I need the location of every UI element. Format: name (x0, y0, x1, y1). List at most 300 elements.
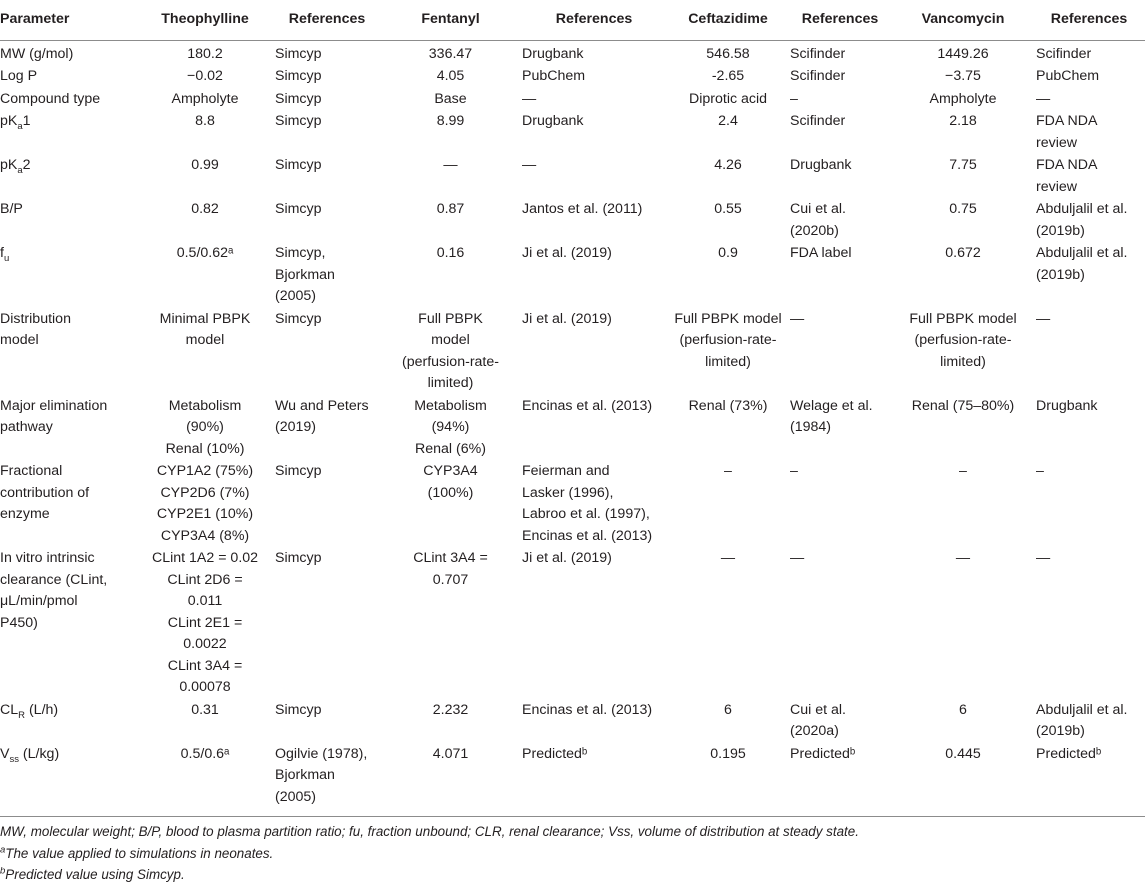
cell-fentanyl (382, 155, 519, 199)
cell-references-vancomycin (1033, 700, 1145, 744)
reference-text: Encinas et al. (2013) (522, 527, 653, 544)
reference-text: Simcyp (275, 157, 322, 173)
table-row (0, 199, 1145, 243)
cell-vancomycin (893, 396, 1033, 462)
reference-text: Simcyp (275, 310, 322, 327)
reference-text: Predictedᵇ (790, 745, 856, 762)
parameter-subscript: a (17, 120, 23, 132)
value-text: CYP2D6 (7%) (160, 484, 250, 501)
cell-references-theophylline (272, 66, 382, 89)
value-text: CLint 2D6 = (167, 571, 243, 588)
value-text: CLint 1A2 = 0.02 (151, 550, 259, 566)
reference-text: review (1036, 134, 1077, 151)
parameter-suffix: (L/kg) (18, 745, 60, 762)
reference-text: Cui et al. (790, 201, 846, 217)
cell-theophylline (138, 199, 272, 243)
parameter-cell (0, 40, 138, 66)
reference-text: (2005) (275, 788, 317, 805)
value-text: (perfusion-rate- (679, 332, 777, 348)
value-text: 2.4 (718, 113, 738, 129)
cell-fentanyl (382, 66, 519, 89)
cell-ceftazidime (669, 40, 787, 66)
cell-references-fentanyl (519, 243, 669, 309)
cell-references-ceftazidime (787, 309, 893, 396)
cell-theophylline (138, 89, 272, 112)
cell-references-ceftazidime (787, 40, 893, 66)
header-references-vancomycin: References (1033, 0, 1145, 40)
reference-text: Predictedᵇ (1036, 745, 1102, 762)
value-text: 4.05 (436, 68, 465, 84)
cell-fentanyl (382, 111, 519, 155)
table-row (0, 243, 1145, 309)
value-text: limited) (427, 375, 474, 391)
cell-references-theophylline (272, 548, 382, 700)
reference-text: Cui et al. (790, 701, 846, 718)
header-theophylline: Theophylline (138, 0, 272, 40)
cell-ceftazidime (669, 89, 787, 112)
table-footnotes (0, 821, 1145, 886)
cell-ceftazidime (669, 548, 787, 700)
parameter-cell (0, 461, 138, 548)
parameter-subscript: R (18, 709, 26, 721)
table-row (0, 309, 1145, 396)
value-text: 0.195 (710, 745, 746, 762)
cell-references-vancomycin (1033, 548, 1145, 700)
cell-fentanyl (382, 199, 519, 243)
reference-text: Drugbank (522, 113, 584, 129)
reference-text: Predictedᵇ (522, 745, 588, 762)
value-text: 8.8 (195, 113, 215, 129)
cell-theophylline (138, 396, 272, 462)
cell-references-theophylline (272, 700, 382, 744)
cell-ceftazidime (669, 111, 787, 155)
value-text: 2.232 (432, 701, 469, 718)
cell-vancomycin (893, 40, 1033, 66)
value-text: Diprotic acid (688, 90, 768, 107)
value-text: 0.5/0.6ᵃ (180, 745, 230, 762)
reference-text: (2020b) (790, 222, 839, 239)
cell-theophylline (138, 700, 272, 744)
cell-references-theophylline (272, 309, 382, 396)
reference-text: Drugbank (790, 157, 852, 173)
reference-text: Abduljalil et al. (1036, 245, 1128, 261)
reference-text: Encinas et al. (2013) (522, 701, 653, 718)
value-text: 0.82 (191, 201, 219, 217)
value-text: — (443, 157, 458, 173)
value-text: CYP3A4 (423, 463, 478, 479)
value-text: (100%) (427, 484, 474, 501)
cell-theophylline (138, 111, 272, 155)
value-text: (perfusion-rate- (402, 353, 499, 370)
reference-text: Wu and Peters (275, 397, 369, 414)
value-text: Renal (73%) (688, 397, 768, 414)
cell-vancomycin (893, 66, 1033, 89)
cell-references-vancomycin (1033, 40, 1145, 66)
parameter-label: enzyme (0, 506, 50, 522)
reference-text: – (790, 90, 798, 107)
value-text: – (959, 463, 967, 479)
parameter-subscript: u (3, 252, 10, 264)
parameter-label: f (0, 245, 4, 261)
value-text: Full PBPK model (674, 310, 782, 327)
value-text: 7.75 (949, 157, 977, 173)
parameter-cell (0, 155, 138, 199)
value-text: 0.55 (714, 201, 742, 217)
cell-references-fentanyl (519, 309, 669, 396)
cell-references-ceftazidime (787, 396, 893, 462)
cell-references-fentanyl (519, 700, 669, 744)
value-text: 0.16 (436, 245, 465, 261)
reference-text: (2019b) (1036, 266, 1085, 283)
parameter-label: P450) (0, 614, 38, 631)
cell-vancomycin (893, 461, 1033, 548)
cell-references-theophylline (272, 199, 382, 243)
reference-text: Simcyp (275, 463, 322, 479)
value-text: Metabolism (414, 397, 487, 414)
cell-references-ceftazidime (787, 66, 893, 89)
parameter-subscript: ss (9, 753, 19, 765)
cell-theophylline (138, 66, 272, 89)
reference-text: Simcyp (275, 68, 322, 84)
cell-fentanyl (382, 40, 519, 66)
cell-references-vancomycin (1033, 111, 1145, 155)
cell-references-fentanyl (519, 89, 669, 112)
footnote-a (0, 843, 1145, 865)
reference-text: Scifinder (790, 68, 846, 84)
header-ceftazidime: Ceftazidime (669, 0, 787, 40)
value-text: 0.31 (191, 701, 219, 718)
parameter-label: pK (0, 157, 18, 173)
reference-text: — (522, 90, 537, 107)
cell-references-fentanyl (519, 66, 669, 89)
cell-references-fentanyl (519, 111, 669, 155)
cell-vancomycin (893, 744, 1033, 817)
reference-text: Ji et al. (2019) (522, 310, 612, 327)
reference-text: review (1036, 178, 1077, 195)
cell-theophylline (138, 155, 272, 199)
cell-vancomycin (893, 199, 1033, 243)
cell-vancomycin (893, 700, 1033, 744)
value-text: Renal (6%) (415, 440, 486, 457)
value-text: CYP1A2 (75%) (156, 463, 254, 479)
cell-ceftazidime (669, 199, 787, 243)
parameter-suffix: 1 (22, 113, 31, 129)
value-text: 0.011 (187, 593, 223, 609)
cell-theophylline (138, 744, 272, 817)
cell-references-ceftazidime (787, 243, 893, 309)
reference-text: Scifinder (790, 45, 846, 62)
header-references-ceftazidime: References (787, 0, 893, 40)
cell-references-fentanyl (519, 744, 669, 817)
value-text: 0.445 (945, 745, 981, 762)
value-text: — (720, 550, 736, 566)
value-text: Ampholyte (929, 90, 997, 107)
value-text: Renal (75–80%) (911, 397, 1015, 414)
table-body (0, 40, 1145, 817)
cell-ceftazidime (669, 396, 787, 462)
value-text: 0.00078 (179, 679, 231, 695)
cell-ceftazidime (669, 155, 787, 199)
reference-text: Scifinder (790, 113, 846, 129)
reference-text: — (790, 310, 805, 327)
reference-text: Welage et al. (790, 397, 873, 414)
value-text: 0.75 (949, 201, 977, 217)
cell-references-vancomycin (1033, 744, 1145, 817)
cell-fentanyl (382, 548, 519, 700)
reference-text: Abduljalil et al. (1036, 201, 1128, 217)
cell-vancomycin (893, 548, 1033, 700)
cell-references-vancomycin (1033, 396, 1145, 462)
value-text: 336.47 (428, 45, 473, 62)
reference-text: Simcyp (275, 201, 322, 217)
reference-text: Simcyp (275, 90, 322, 107)
reference-text: (1984) (790, 419, 832, 435)
parameter-cell (0, 111, 138, 155)
value-text: Metabolism (168, 397, 242, 414)
cell-references-ceftazidime (787, 461, 893, 548)
parameter-label: Distribution (0, 310, 71, 327)
footnote-a-text: The value applied to simulations in neonates. (5, 845, 274, 861)
cell-vancomycin (893, 155, 1033, 199)
value-text: 4.071 (432, 745, 469, 762)
parameter-cell (0, 744, 138, 817)
value-text: 6 (724, 701, 732, 718)
table-row (0, 461, 1145, 548)
parameter-cell (0, 700, 138, 744)
footnote-abbreviations: MW, molecular weight; B/P, blood to plasma partition ratio; fu, fraction unbound; CLR, renal clearance; Vss, volume of distribution at steady state. (0, 824, 859, 839)
reference-text: Simcyp (275, 45, 322, 62)
cell-vancomycin (893, 111, 1033, 155)
cell-fentanyl (382, 744, 519, 817)
reference-text: (2019) (275, 419, 317, 435)
cell-fentanyl (382, 89, 519, 112)
parameter-subscript: a (17, 164, 23, 176)
cell-references-fentanyl (519, 548, 669, 700)
value-text: model (185, 332, 225, 348)
footnote-b-text: Predicted value using Simcyp. (5, 867, 185, 882)
value-text: 0.87 (436, 201, 465, 217)
cell-references-ceftazidime (787, 700, 893, 744)
reference-text: (2019b) (1036, 222, 1085, 239)
reference-text: FDA label (790, 245, 852, 261)
parameter-cell (0, 243, 138, 309)
reference-text: Simcyp (275, 550, 322, 566)
cell-references-vancomycin (1033, 243, 1145, 309)
reference-text: FDA NDA (1036, 113, 1098, 129)
cell-ceftazidime (669, 461, 787, 548)
header-fentanyl: Fentanyl (382, 0, 519, 40)
cell-references-theophylline (272, 89, 382, 112)
cell-theophylline (138, 461, 272, 548)
cell-vancomycin (893, 243, 1033, 309)
cell-references-fentanyl (519, 396, 669, 462)
parameter-cell (0, 66, 138, 89)
parameter-cell (0, 89, 138, 112)
reference-text: Bjorkman (275, 767, 335, 783)
cell-fentanyl (382, 243, 519, 309)
parameter-suffix: (L/h) (25, 701, 59, 718)
cell-ceftazidime (669, 744, 787, 817)
reference-text: Lasker (1996), (522, 484, 614, 501)
reference-text: — (1036, 550, 1051, 566)
value-text: 0.5/0.62ᵃ (176, 245, 234, 261)
parameter-label: Fractional (0, 463, 63, 479)
cell-ceftazidime (669, 243, 787, 309)
value-text: 0.99 (191, 157, 219, 173)
parameter-label: Log P (0, 68, 38, 84)
reference-text: Scifinder (1036, 45, 1092, 62)
cell-ceftazidime (669, 66, 787, 89)
parameter-label: MW (g/mol) (0, 45, 74, 62)
cell-vancomycin (893, 89, 1033, 112)
header-references-fentanyl: References (519, 0, 669, 40)
cell-references-ceftazidime (787, 744, 893, 817)
cell-fentanyl (382, 461, 519, 548)
parameter-cell (0, 396, 138, 462)
value-text: −3.75 (945, 68, 981, 84)
cell-references-theophylline (272, 744, 382, 817)
parameter-cell (0, 548, 138, 700)
value-text: 180.2 (187, 45, 223, 62)
cell-references-theophylline (272, 461, 382, 548)
cell-references-vancomycin (1033, 155, 1145, 199)
reference-text: — (522, 157, 537, 173)
reference-text: Ji et al. (2019) (522, 245, 612, 261)
parameter-cell (0, 199, 138, 243)
reference-text: – (1036, 463, 1044, 479)
cell-vancomycin (893, 309, 1033, 396)
reference-text: Labroo et al. (1997), (522, 506, 650, 522)
cell-references-fentanyl (519, 199, 669, 243)
cell-fentanyl (382, 700, 519, 744)
parameter-label: pK (0, 113, 18, 129)
parameter-suffix: 2 (22, 157, 31, 173)
table-row (0, 155, 1145, 199)
reference-text: Drugbank (1036, 397, 1098, 414)
reference-text: Simcyp, (275, 245, 326, 261)
reference-text: — (1036, 310, 1051, 327)
footnote-b-marker: b (0, 865, 6, 877)
footnote-a-marker: a (0, 844, 6, 856)
parameter-label: B/P (0, 201, 23, 217)
value-text: (94%) (431, 419, 470, 435)
value-text: Minimal PBPK (159, 310, 251, 327)
cell-references-theophylline (272, 243, 382, 309)
value-text: model (431, 332, 470, 348)
table-row (0, 89, 1145, 112)
cell-references-theophylline (272, 155, 382, 199)
value-text: CYP2E1 (10%) (156, 506, 254, 522)
reference-text: Drugbank (522, 45, 584, 62)
parameter-label: Major elimination (0, 397, 108, 414)
cell-references-fentanyl (519, 40, 669, 66)
value-text: CLint 3A4 = (167, 657, 243, 674)
cell-fentanyl (382, 309, 519, 396)
reference-text: Simcyp (275, 701, 322, 718)
cell-theophylline (138, 548, 272, 700)
parameter-label: model (0, 332, 39, 348)
value-text: 0.0022 (183, 636, 227, 652)
reference-text: (2005) (275, 288, 317, 304)
footnote-b (0, 864, 1145, 886)
cell-references-fentanyl (519, 461, 669, 548)
value-text: 0.672 (945, 245, 981, 261)
value-text: – (724, 463, 732, 479)
value-text: 8.99 (436, 113, 465, 129)
parameter-label: pathway (0, 419, 53, 435)
cell-theophylline (138, 243, 272, 309)
reference-text: — (1036, 90, 1051, 107)
cell-ceftazidime (669, 309, 787, 396)
parameter-label: V (0, 745, 10, 762)
table-header-row (0, 0, 1145, 40)
reference-text: Simcyp (275, 113, 322, 129)
table-row (0, 744, 1145, 817)
value-text: Base (434, 90, 467, 107)
cell-fentanyl (382, 396, 519, 462)
reference-text: — (790, 550, 805, 566)
cell-references-ceftazidime (787, 89, 893, 112)
table-row (0, 548, 1145, 700)
header-vancomycin: Vancomycin (893, 0, 1033, 40)
cell-references-fentanyl (519, 155, 669, 199)
value-text: 1449.26 (937, 45, 989, 62)
parameter-label: contribution of (0, 484, 90, 501)
reference-text: Jantos et al. (2011) (522, 201, 643, 217)
value-text: CYP3A4 (8%) (160, 527, 250, 544)
cell-references-ceftazidime (787, 199, 893, 243)
value-text: CLint 3A4 = (413, 550, 488, 566)
cell-ceftazidime (669, 700, 787, 744)
reference-text: (2019b) (1036, 723, 1085, 739)
value-text: 546.58 (706, 45, 750, 62)
cell-theophylline (138, 309, 272, 396)
cell-theophylline (138, 40, 272, 66)
parameter-label: μL/min/pmol (0, 593, 78, 609)
value-text: (90%) (186, 419, 224, 435)
reference-text: PubChem (522, 68, 586, 84)
value-text: −0.02 (187, 68, 223, 84)
value-text: limited) (940, 353, 986, 370)
cell-references-theophylline (272, 40, 382, 66)
reference-text: Encinas et al. (2013) (522, 397, 653, 414)
cell-references-theophylline (272, 396, 382, 462)
table-row (0, 40, 1145, 66)
table-row (0, 700, 1145, 744)
cell-references-vancomycin (1033, 461, 1145, 548)
value-text: 2.18 (949, 113, 977, 129)
reference-text: Feierman and (522, 463, 610, 479)
value-text: (perfusion-rate- (914, 332, 1012, 348)
cell-references-theophylline (272, 111, 382, 155)
value-text: 0.707 (432, 571, 469, 588)
table-row (0, 396, 1145, 462)
cell-references-vancomycin (1033, 199, 1145, 243)
table-row (0, 111, 1145, 155)
cell-references-vancomycin (1033, 89, 1145, 112)
reference-text: FDA NDA (1036, 157, 1098, 173)
value-text: 0.9 (718, 245, 738, 261)
parameter-label: In vitro intrinsic (0, 550, 95, 566)
parameter-label: clearance (CLint, (0, 571, 108, 588)
value-text: -2.65 (711, 68, 745, 84)
parameter-label: CL (0, 701, 19, 718)
reference-text: (2020a) (790, 723, 839, 739)
value-text: — (955, 550, 971, 566)
reference-text: Abduljalil et al. (1036, 701, 1128, 718)
value-text: Full PBPK (418, 310, 483, 327)
reference-text: Ji et al. (2019) (522, 550, 612, 566)
